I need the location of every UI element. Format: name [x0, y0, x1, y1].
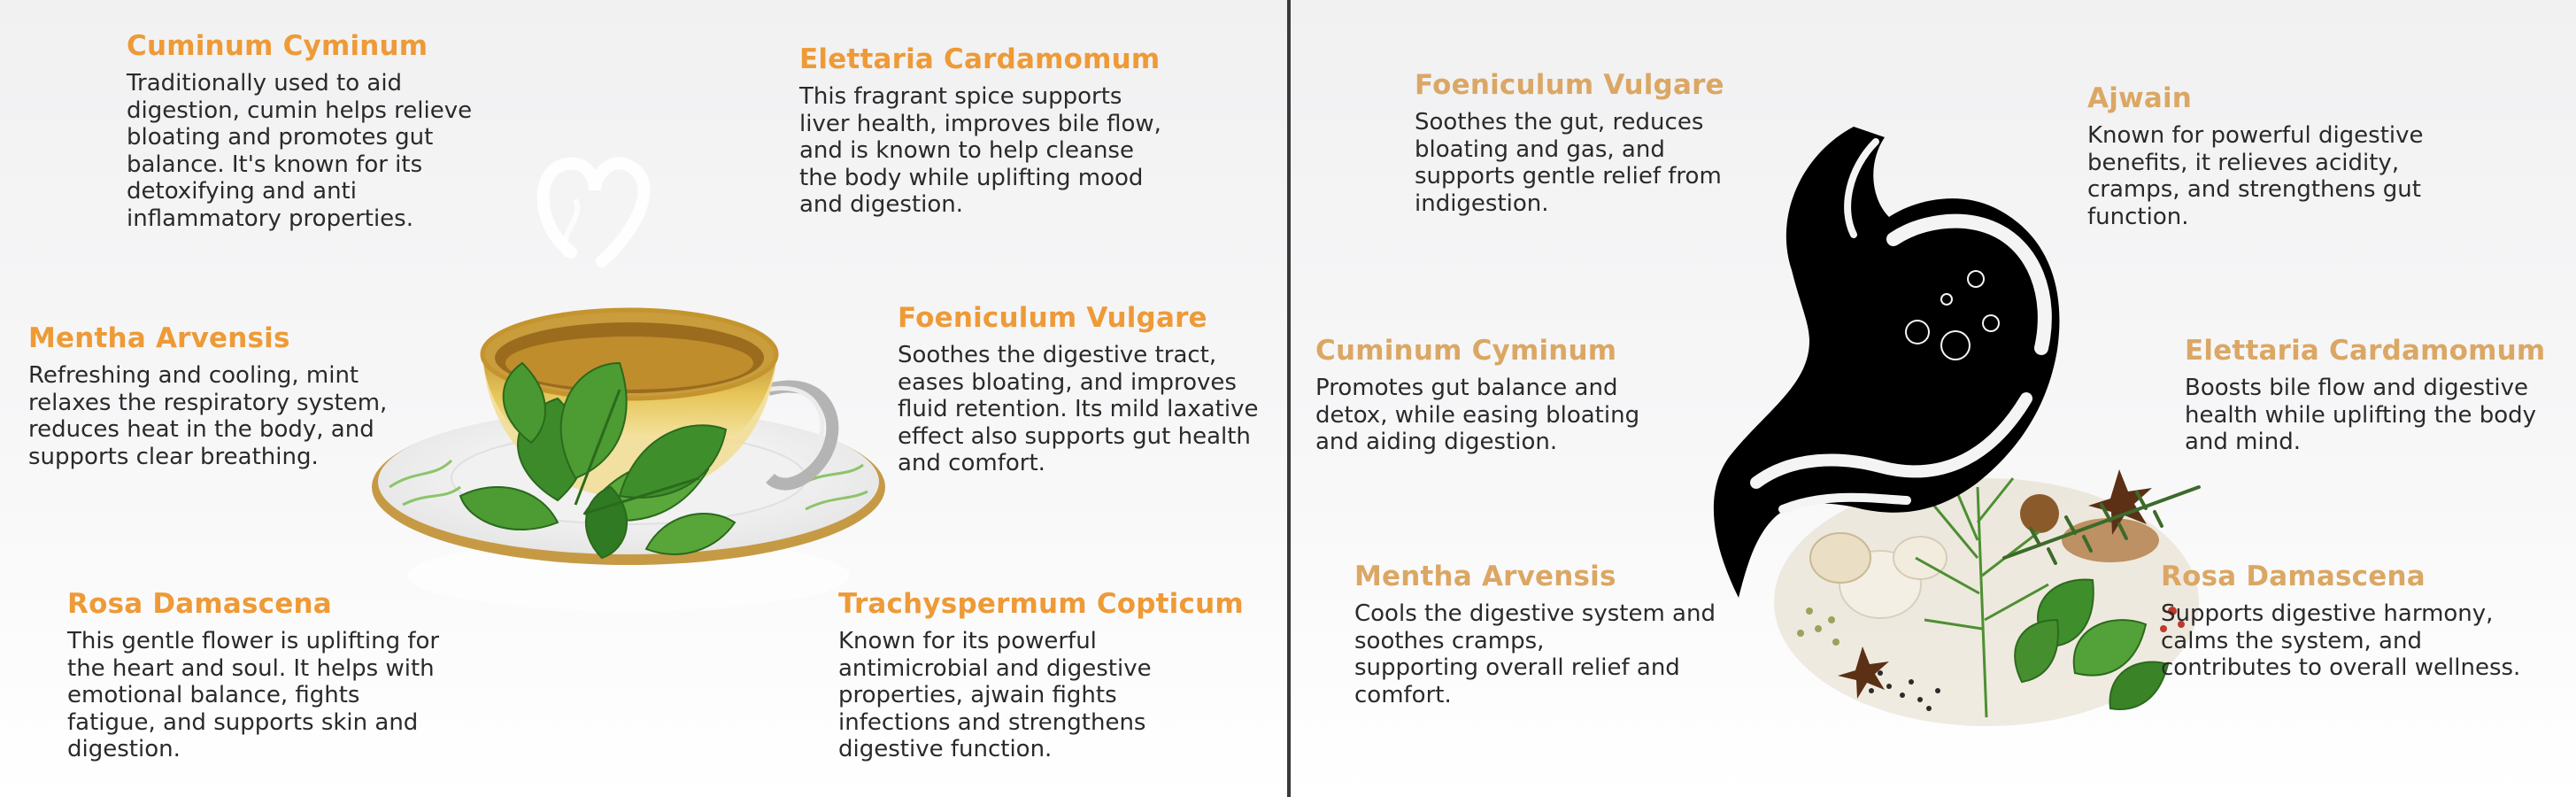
item-title: Foeniculum Vulgare: [898, 302, 1207, 334]
item-title: Rosa Damascena: [67, 588, 332, 620]
item-title: Foeniculum Vulgare: [1415, 69, 1724, 101]
item-description: Refreshing and cooling, mint relaxes the respiratory system, reduces heat in the body, and supports clear breathing.: [28, 362, 388, 470]
item-title: Rosa Damascena: [2161, 561, 2426, 592]
item-description: This gentle flower is uplifting for the heart and soul. It helps with emotional balance, fights fatigue, and supports skin and digestion.: [67, 628, 440, 762]
right-item-cumin: [1315, 334, 1639, 456]
left-item-ajwain: [838, 587, 1244, 763]
item-description: Boosts bile flow and digestive health while uplifting the body and mind.: [2185, 375, 2537, 455]
item-description: Known for powerful digestive benefits, it relieves acidity, cramps, and strengthens gut function.: [2087, 122, 2424, 230]
item-description: Soothes the gut, reduces bloating and gas, and supports gentle relief from indigestion.: [1415, 109, 1722, 217]
right-item-mentha: [1354, 560, 1716, 708]
left-item-cumin: [127, 29, 472, 232]
item-title: Mentha Arvensis: [28, 322, 290, 354]
right-item-ajwain: [2087, 81, 2424, 230]
item-title: Trachyspermum Copticum: [838, 588, 1244, 620]
item-description: Promotes gut balance and detox, while easing bloating and aiding digestion.: [1315, 375, 1640, 455]
left-item-fennel: [898, 301, 1258, 477]
left-item-cardamom: [799, 43, 1161, 219]
right-panel: [1292, 0, 2576, 797]
right-item-fennel: [1415, 68, 1724, 217]
item-description: Traditionally used to aid digestion, cumin helps relieve bloating and promotes gut balance. It's known for its detoxifying and anti inflammatory properties.: [127, 70, 473, 232]
item-title: Mentha Arvensis: [1354, 561, 1616, 592]
item-description: Soothes the digestive tract, eases bloating, and improves fluid retention. Its mild laxative effect also supports gut health and comfort.: [898, 342, 1259, 476]
item-description: Cools the digestive system and soothes cramps, supporting overall relief and comfort.: [1354, 600, 1716, 708]
left-item-rosa: [67, 587, 439, 763]
right-item-rosa: [2161, 560, 2520, 682]
item-description: Known for its powerful antimicrobial and digestive properties, ajwain fights infections and strengthens digestive function.: [838, 628, 1152, 762]
left-item-mentha: [28, 321, 387, 470]
item-title: Elettaria Cardamomum: [2185, 335, 2546, 367]
item-title: Ajwain: [2087, 82, 2193, 114]
right-item-cardamom: [2185, 334, 2545, 456]
item-title: Cuminum Cyminum: [1315, 335, 1617, 367]
left-panel: [0, 0, 1287, 797]
item-description: This fragrant spice supports liver health, improves bile flow, and is known to help cleanse the body while uplifting mood and digestion.: [799, 83, 1161, 218]
item-title: Elettaria Cardamomum: [799, 43, 1161, 75]
item-description: Supports digestive harmony, calms the system, and contributes to overall wellness.: [2161, 600, 2521, 681]
item-title: Cuminum Cyminum: [127, 30, 428, 62]
panel-divider: [1287, 0, 1291, 797]
